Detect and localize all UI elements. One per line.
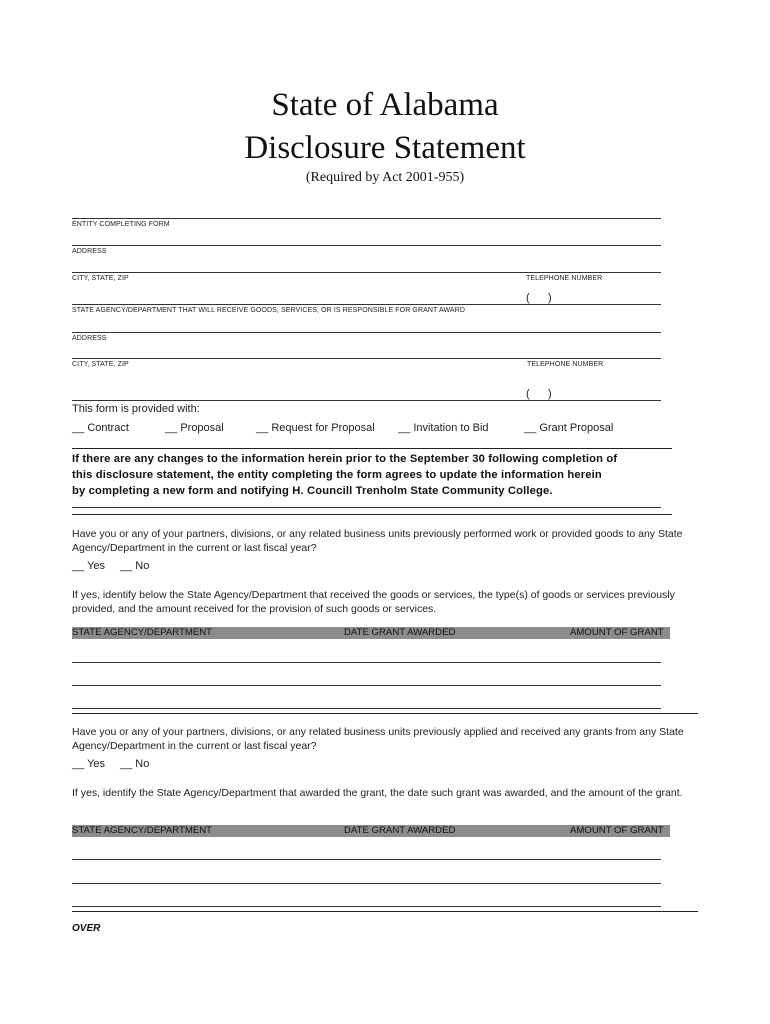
q2-yes[interactable]: __ Yes (72, 758, 106, 770)
q2-yes-label: Yes (87, 758, 106, 770)
option-label: Contract (87, 422, 129, 434)
page-subtitle: Disclosure Statement (244, 130, 526, 166)
option-label: Grant Proposal (539, 422, 614, 434)
q2-col-amount: AMOUNT OF GRANT (570, 825, 664, 836)
q1-followup: If yes, identify below the State Agency/Department that received the goods or services, the type(s) of goods or services previously provided, and the amount received for the provision of such goods or services. (72, 589, 675, 615)
provided-label: This form is provided with: (72, 403, 200, 415)
option-grant[interactable] (524, 422, 613, 434)
phone1-parens: ( ) (526, 292, 552, 304)
q2-question: Have you or any of your partners, divisions, or any related business units previously applied and received any grants from any State Agency/Department in the current or last fiscal year? (72, 726, 684, 752)
option-label: Invitation to Bid (413, 422, 489, 434)
blank-mark: __ (72, 422, 85, 434)
q2-entry-line[interactable] (72, 906, 661, 907)
q2-table-header (72, 825, 670, 837)
city1-label: CITY, STATE, ZIP (72, 275, 129, 282)
city1-line[interactable] (72, 272, 661, 273)
address1-label: ADDRESS (72, 248, 107, 255)
blank-mark: __ (524, 422, 537, 434)
option-label: Proposal (180, 422, 224, 434)
address2-line[interactable] (72, 332, 661, 333)
notice-line1: If there are any changes to the information herein prior to the September 30 following completion of (72, 453, 618, 465)
q1-section-rule (72, 713, 698, 714)
q1-entry-line[interactable] (72, 662, 661, 663)
over-label: OVER (72, 923, 101, 934)
q1-col-agency: STATE AGENCY/DEPARTMENT (72, 627, 213, 638)
blank-mark: __ (165, 422, 178, 434)
option-contract[interactable] (72, 422, 129, 434)
blank-mark: __ (256, 422, 269, 434)
option-proposal[interactable] (165, 422, 224, 434)
q1-no[interactable]: __ No (120, 560, 150, 572)
option-rfp[interactable] (256, 422, 375, 434)
q1-entry-line[interactable] (72, 708, 661, 709)
q1-question: Have you or any of your partners, divisions, or any related business units previously performed work or provided goods to any State Agency/Department in the current or last fiscal year? (72, 528, 683, 554)
q2-entry-line[interactable] (72, 883, 661, 884)
q1-no-label: No (135, 560, 150, 572)
q1-yes[interactable]: __ Yes (72, 560, 106, 572)
q1-col-date: DATE GRANT AWARDED (344, 627, 456, 638)
q2-col-date: DATE GRANT AWARDED (344, 825, 456, 836)
notice-top-rule (72, 448, 672, 449)
act-reference: (Required by Act 2001-955) (305, 170, 465, 185)
agency-label: STATE AGENCY/DEPARTMENT THAT WILL RECEIVE GOODS, SERVICES, OR IS RESPONSIBLE FOR GRANT AWARD (72, 307, 465, 314)
q1-yes-label: Yes (87, 560, 106, 572)
blank-mark: __ (398, 422, 411, 434)
phone2-parens: ( ) (526, 388, 552, 400)
address2-label: ADDRESS (72, 335, 107, 342)
phone2-line[interactable] (72, 400, 661, 401)
page-title: State of Alabama (271, 87, 499, 123)
option-label: Request for Proposal (271, 422, 375, 434)
city2-label: CITY, STATE, ZIP (72, 361, 129, 368)
q2-entry-line[interactable] (72, 859, 661, 860)
city2-line[interactable] (72, 358, 661, 359)
address1-line[interactable] (72, 245, 661, 246)
q1-entry-line[interactable] (72, 685, 661, 686)
notice-line2: this disclosure statement, the entity completing the form agrees to update the information herein (72, 469, 602, 481)
q2-followup: If yes, identify the State Agency/Department that awarded the grant, the date such grant was awarded, and the amount of the grant. (72, 787, 683, 799)
notice-bottom-rule (72, 514, 672, 515)
notice-line3: by completing a new form and notifying H. Councill Trenholm State Community College. (72, 485, 553, 497)
q2-section-rule (72, 911, 698, 912)
option-itb[interactable] (398, 422, 489, 434)
q2-no[interactable]: __ No (120, 758, 150, 770)
entity-label: ENTITY COMPLETING FORM (72, 221, 170, 228)
q2-no-label: No (135, 758, 150, 770)
phone1-label: TELEPHONE NUMBER (526, 275, 603, 282)
phone2-label: TELEPHONE NUMBER (527, 361, 604, 368)
q1-col-amount: AMOUNT OF GRANT (570, 627, 664, 638)
agency-line[interactable] (72, 304, 661, 305)
q1-table-header (72, 627, 670, 639)
notice-underline (72, 507, 661, 508)
entity-line[interactable] (72, 218, 661, 219)
q2-col-agency: STATE AGENCY/DEPARTMENT (72, 825, 213, 836)
